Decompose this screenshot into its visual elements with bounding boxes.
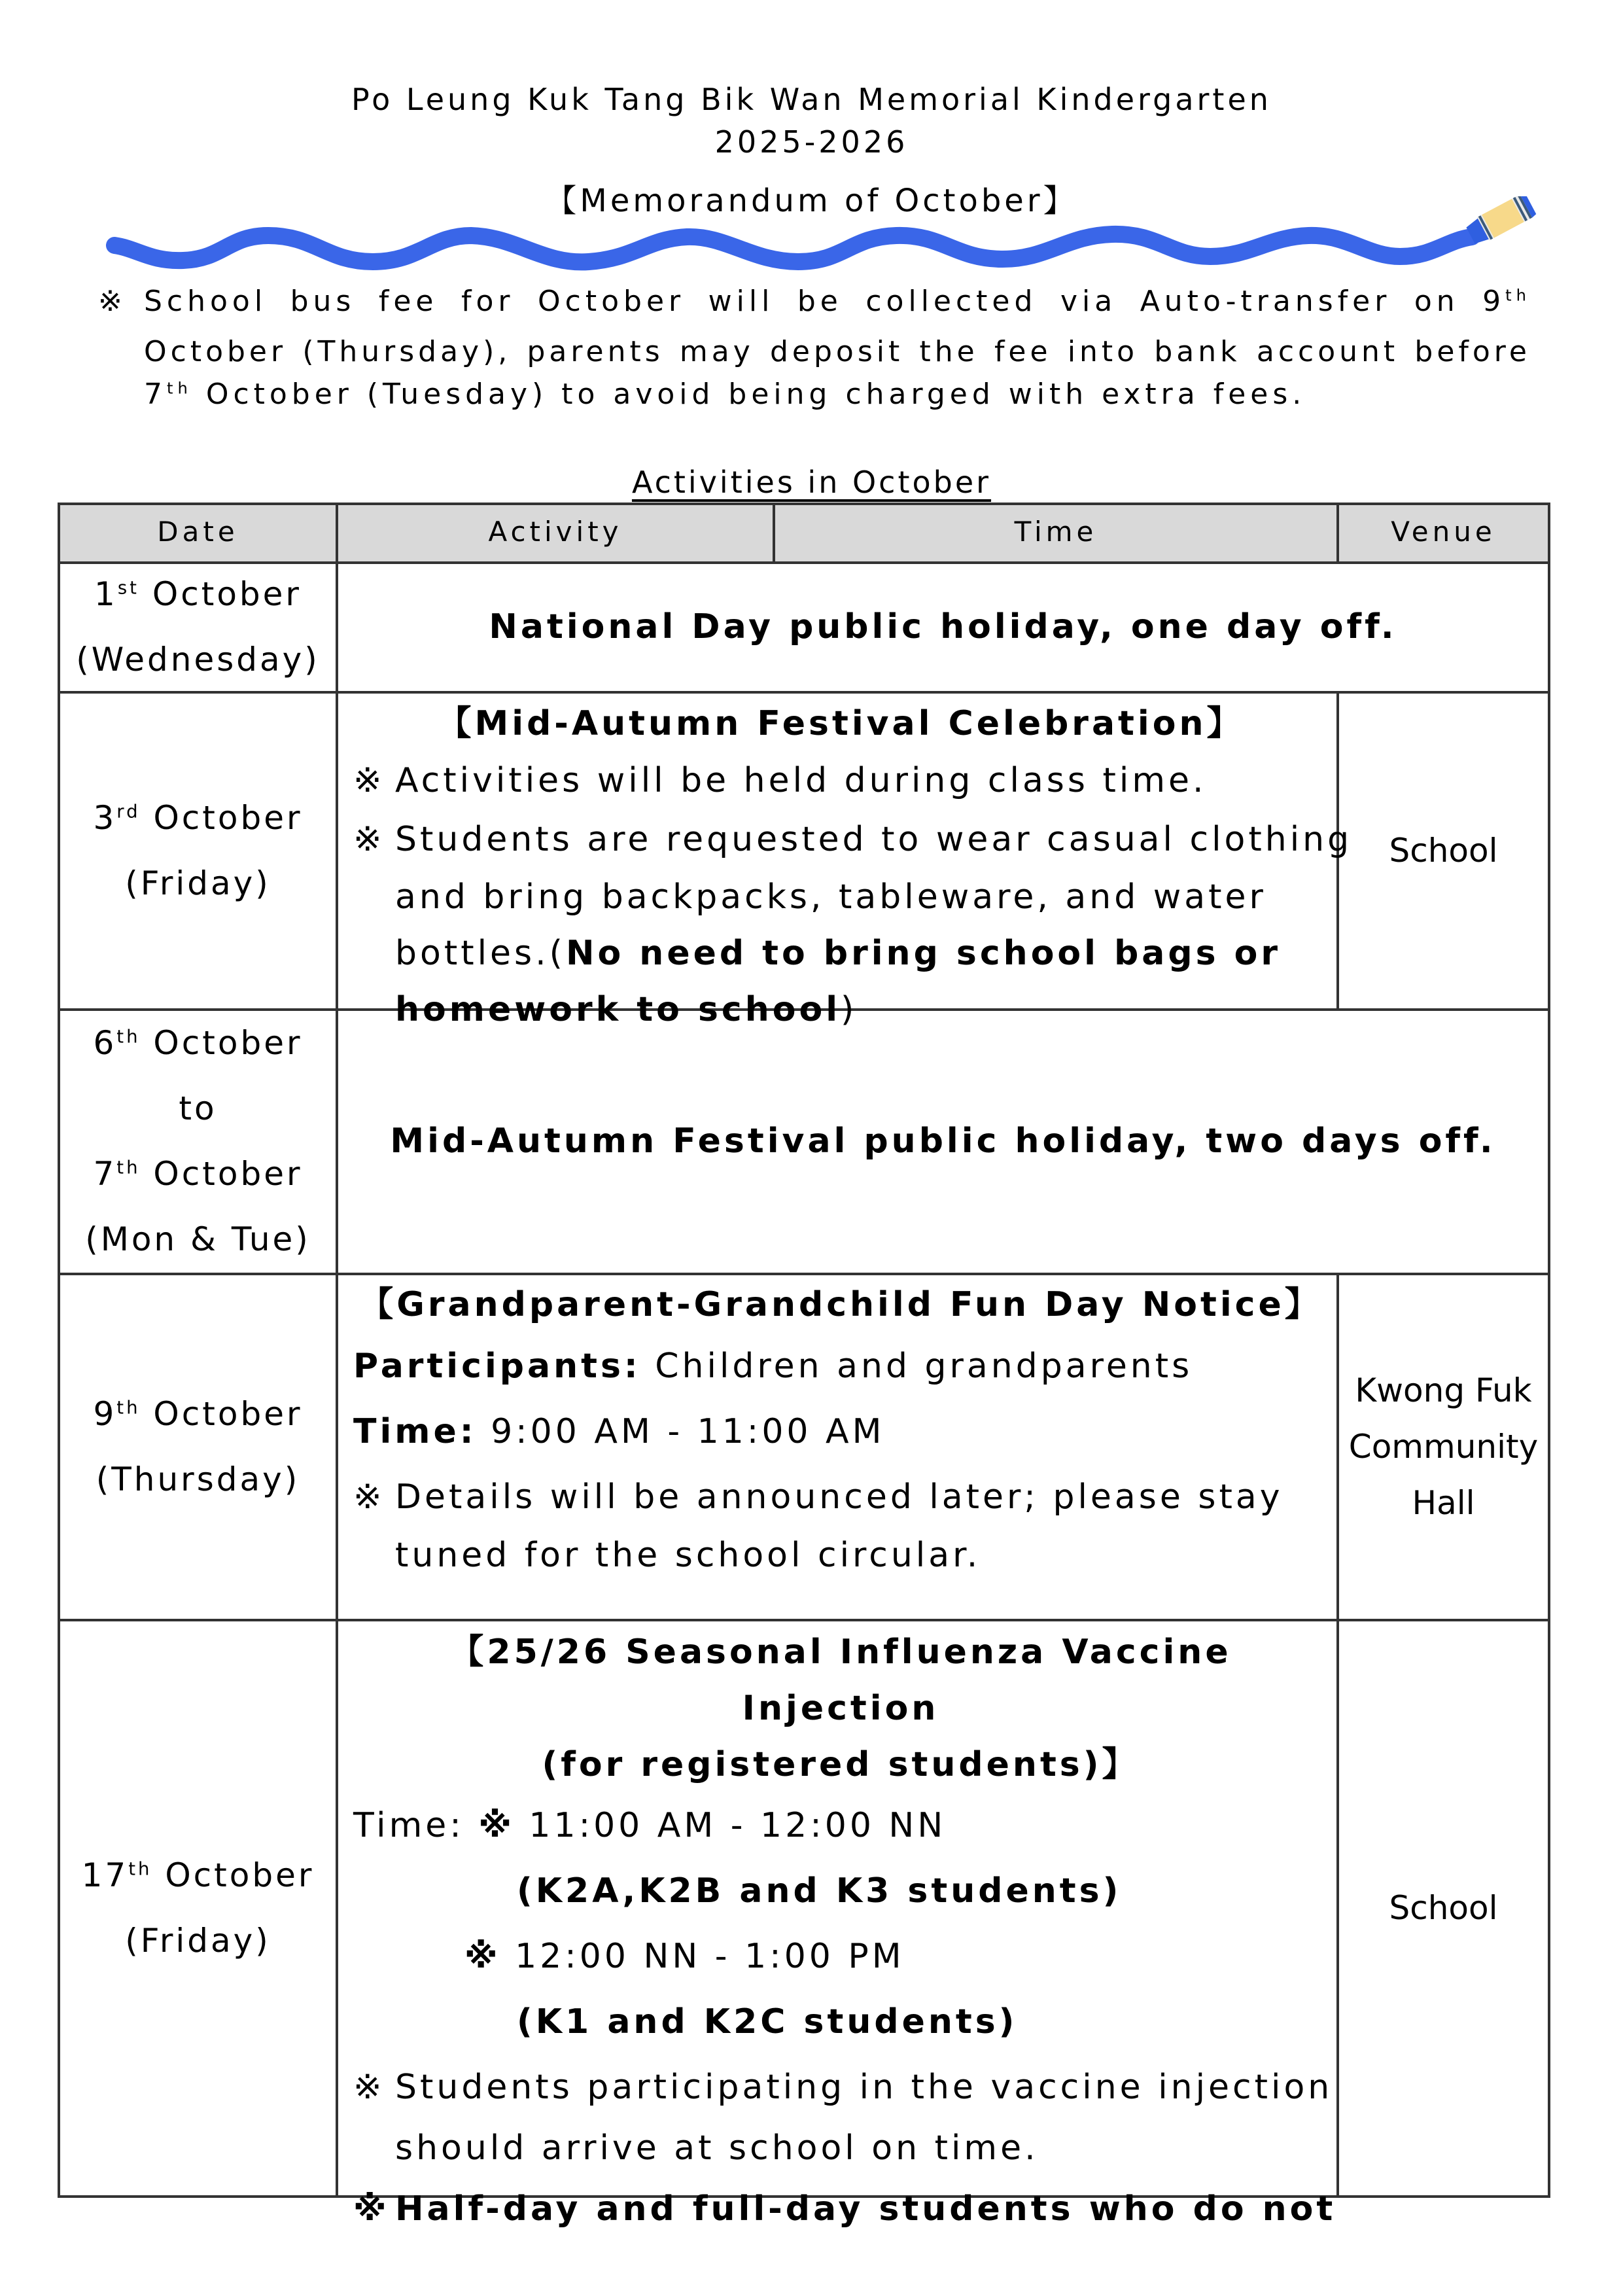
reference-mark-icon: ※ xyxy=(353,1477,385,1517)
school-year: 2025-2026 xyxy=(714,124,909,160)
reference-mark-icon: ※ xyxy=(353,2189,390,2229)
holiday-banner: Mid-Autumn Festival public holiday, two days off. xyxy=(390,1122,1496,1161)
table-row-date: 1st October (Wednesday) xyxy=(76,575,320,679)
notice-line-2: October (Thursday), parents may deposit the fee into bank account before xyxy=(144,335,1531,368)
table-border-top xyxy=(59,503,1550,505)
notice-line-1: School bus fee for October will be collected via Auto-transfer on 9th xyxy=(144,285,1531,318)
column-header-time: Time xyxy=(1014,516,1098,548)
notice-line-3: 7th October (Tuesday) to avoid being charged with extra fees. xyxy=(144,378,1306,411)
column-header-venue: Venue xyxy=(1391,516,1496,548)
activity-flu-vaccine: 【25/26 Seasonal Influenza Vaccine Injection (for registered students)】 Time: ※ 11:00 AM - 12:00 NN (K2A,K2B and K3 students) ※ 12:00 NN - 1:00 PM (K1 and K2C students) ※ Students participating in the vaccine injection should arrive at school on time. ※ Half-day and full-day students who do not xyxy=(353,1624,1328,2242)
memo-title: 【Memorandum of October】 xyxy=(545,183,1078,219)
column-divider xyxy=(1336,503,1339,563)
school-name: Po Leung Kuk Tang Bik Wan Memorial Kindergarten xyxy=(351,82,1272,117)
activity-title: 【25/26 Seasonal Influenza Vaccine Injection xyxy=(449,1633,1232,1728)
table-row-date: 9th October (Thursday) xyxy=(93,1394,303,1498)
table-row-date: 17th October (Friday) xyxy=(81,1856,315,1960)
activity-title: 【Grandparent-Grandchild Fun Day Notice】 xyxy=(359,1285,1322,1324)
wavy-pencil-decoration xyxy=(98,196,1537,288)
reference-mark-icon: ※ xyxy=(464,1937,501,1976)
table-border-right xyxy=(1548,503,1550,2198)
wavy-line xyxy=(114,234,1472,262)
activity-subtitle: (for registered students)】 xyxy=(542,1745,1140,1784)
activity-grandparent-fun-day: 【Grandparent-Grandchild Fun Day Notice】 Participants: Children and grandparents Time: 9:00 AM - 11:00 AM ※ Details will be announced later; please stay tuned for the school circular. xyxy=(353,1276,1328,1581)
table-row-date: 6th October to 7th October (Mon & Tue) xyxy=(85,1024,311,1258)
column-divider xyxy=(773,503,775,563)
column-header-date: Date xyxy=(157,516,239,548)
reference-mark-icon: ※ xyxy=(353,820,385,859)
holiday-banner: National Day public holiday, one day off. xyxy=(489,607,1397,646)
reference-mark-icon: ※ xyxy=(353,2068,385,2107)
reference-mark-icon: ※ xyxy=(98,285,127,318)
table-row-date: 3rd October (Friday) xyxy=(93,798,303,902)
column-header-activity: Activity xyxy=(488,516,623,548)
activity-title: 【Mid-Autumn Festival Celebration】 xyxy=(437,704,1244,743)
activity-mid-autumn-celebration: 【Mid-Autumn Festival Celebration】 ※ Activities will be held during class time. ※ Students are requested to wear casual clothing and bring backpacks, tableware, and water bottles.(No need to bring school bags or homework to school) xyxy=(353,696,1328,1038)
venue-cell: Kwong Fuk Community Hall xyxy=(1348,1371,1539,1522)
activities-heading: Activities in October xyxy=(631,465,992,500)
reference-mark-icon: ※ xyxy=(353,761,385,800)
reference-mark-icon: ※ xyxy=(478,1806,515,1845)
pencil-icon xyxy=(1465,196,1537,247)
venue-cell: School xyxy=(1389,1888,1498,1927)
venue-cell: School xyxy=(1389,831,1498,870)
